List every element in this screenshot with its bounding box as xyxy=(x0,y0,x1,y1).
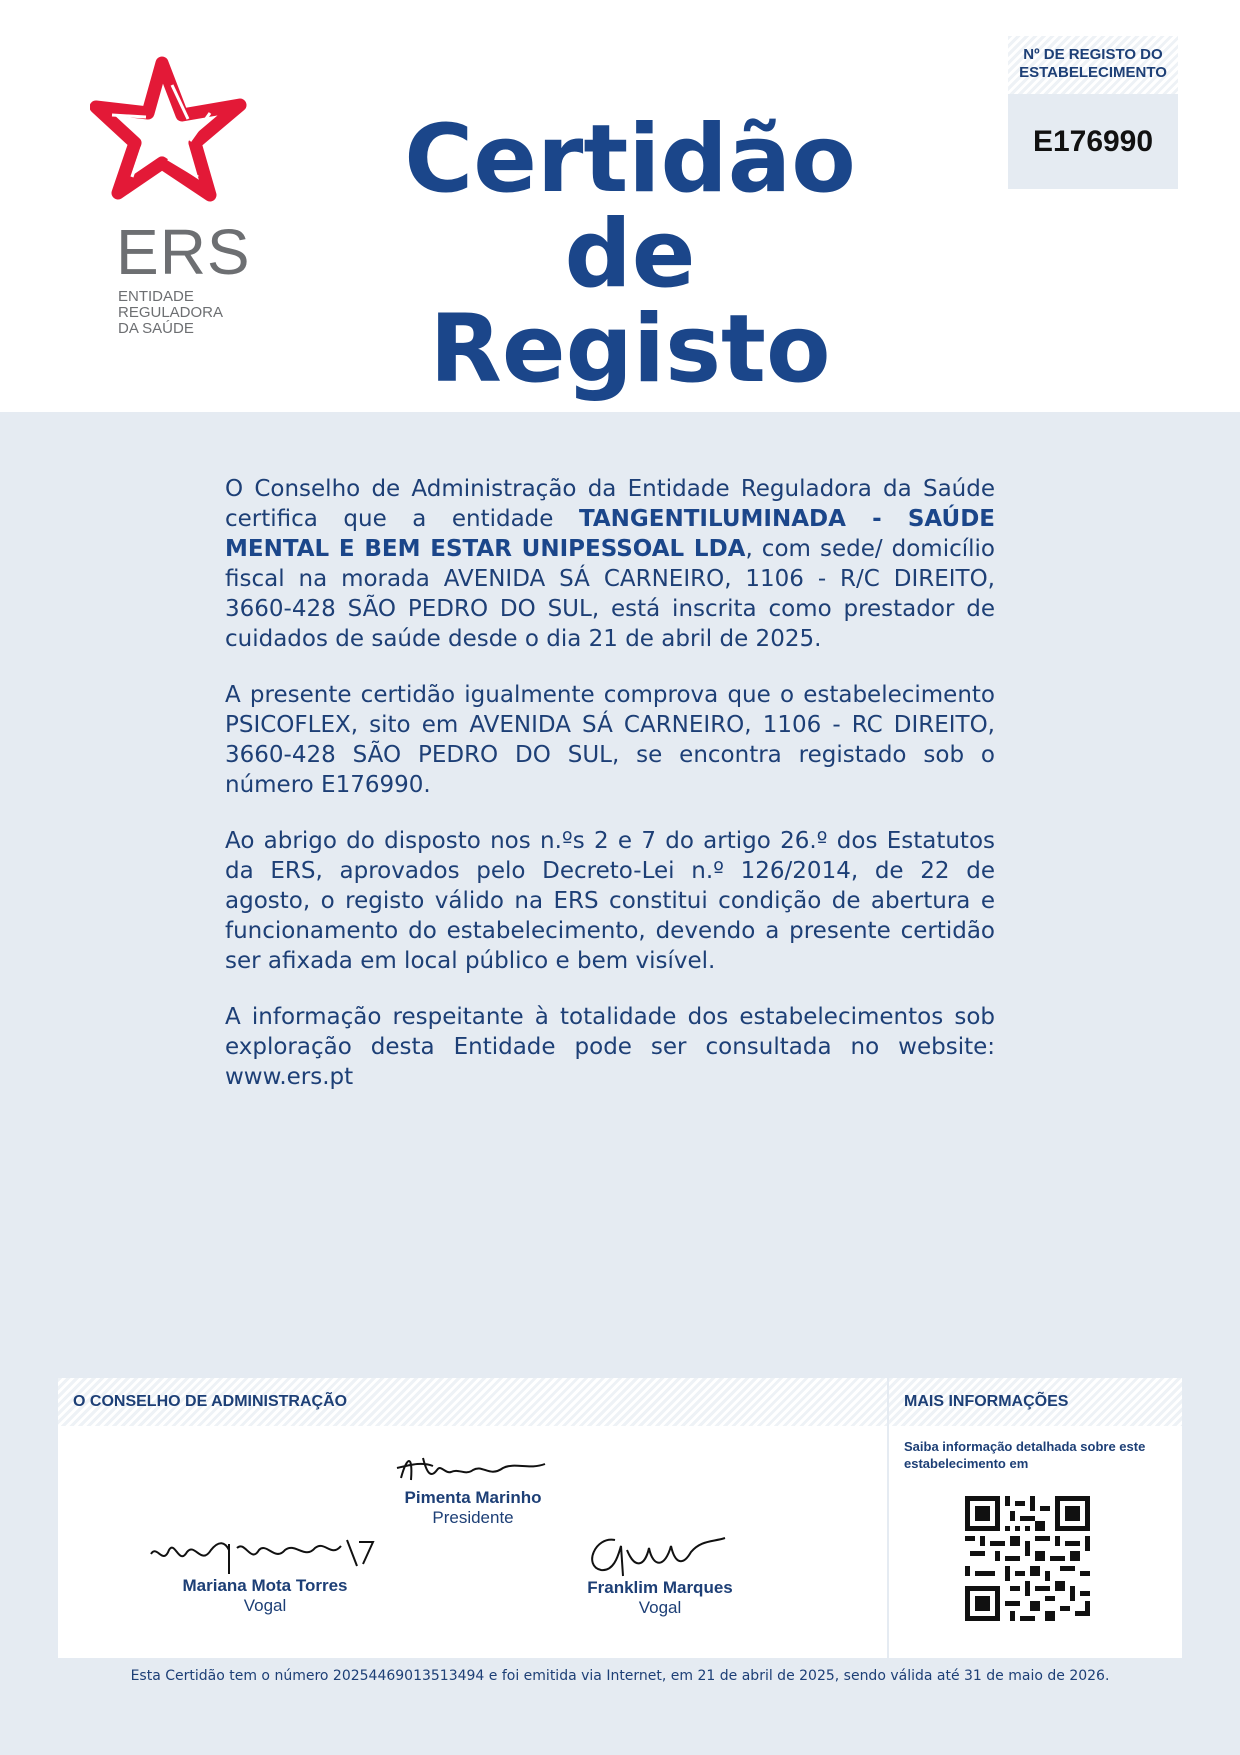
paragraph-1: O Conselho de Administração da Entidade Reguladora da Saúde certifica que a entidade TANGENTILUMINADA - SAÚDE MENTAL E BEM ESTAR UNIPESSOAL LDA, com sede/ domicílio fiscal na morada AVENIDA SÁ CARNEIRO, 1106 - R/C DIREITO, 3660-428 SÃO PEDRO DO SUL, está inscrita como prestador de cuidados de saúde desde o dia 21 de abril de 2025. xyxy=(225,476,995,652)
qr-code-icon[interactable] xyxy=(965,1496,1090,1621)
title-line-1: Certidão xyxy=(404,105,856,214)
certificate-footer: Esta Certidão tem o número 20254469013513494 e foi emitida via Internet, em 21 de abril de 2025, sendo válida até 31 de maio de 2026. xyxy=(130,1668,1110,1684)
paragraph-4: A informação respeitante à totalidade dos estabelecimentos sob exploração desta Entidade pode ser consultada no website: www.ers.pt xyxy=(225,1004,995,1090)
handwritten-signature xyxy=(575,1536,745,1578)
signatory-role: Presidente xyxy=(432,1508,514,1527)
signatory-name: Franklim Marques xyxy=(587,1578,733,1597)
board-heading: O CONSELHO DE ADMINISTRAÇÃO xyxy=(58,1378,887,1426)
ers-logo xyxy=(90,55,265,345)
star-logo-icon xyxy=(90,55,250,205)
certificate-body xyxy=(225,474,995,1118)
registration-label: Nº DE REGISTO DO ESTABELECIMENTO xyxy=(1008,36,1178,94)
paragraph-2: A presente certidão igualmente comprova que o estabelecimento PSICOFLEX, sito em AVENIDA SÁ CARNEIRO, 1106 - RC DIREITO, 3660-428 SÃO PEDRO DO SUL, se encontra registado sob o número E176990. xyxy=(225,682,995,798)
more-info-text: Saiba informação detalhada sobre este estabelecimento em xyxy=(904,1439,1146,1471)
page-title xyxy=(370,105,890,404)
signatures-panel xyxy=(58,1378,1182,1658)
registration-box xyxy=(1008,36,1178,189)
logo-subtitle: ENTIDADE REGULADORA DA SAÚDE xyxy=(118,288,224,337)
entity-name: TANGENTILUMINADA - SAÚDE MENTAL E BEM ESTAR UNIPESSOAL LDA xyxy=(225,506,995,562)
handwritten-signature xyxy=(393,1450,553,1488)
title-line-2: de Registo xyxy=(429,200,831,404)
handwritten-signature xyxy=(145,1536,385,1576)
signatory-name: Pimenta Marinho xyxy=(404,1488,542,1507)
header xyxy=(0,0,1240,412)
registration-number: E176990 xyxy=(1032,125,1154,158)
signature-vogal-2 xyxy=(570,1536,750,1618)
paragraph-3: Ao abrigo do disposto nos n.ºs 2 e 7 do artigo 26.º dos Estatutos da ERS, aprovados pelo Decreto-Lei n.º 126/2014, de 22 de agosto, o registo válido na ERS constitui condição de abertura e funcionamento do estabelecimento, devendo a presente certidão ser afixada em local público e bem visível. xyxy=(225,828,995,974)
logo-wordmark: ERS xyxy=(116,216,251,288)
signatory-role: Vogal xyxy=(638,1598,682,1617)
signatory-name: Mariana Mota Torres xyxy=(182,1576,348,1595)
signatory-role: Vogal xyxy=(243,1596,287,1615)
signature-vogal-1 xyxy=(140,1536,390,1616)
signature-president xyxy=(388,1450,558,1528)
more-info-heading: MAIS INFORMAÇÕES xyxy=(889,1378,1182,1426)
